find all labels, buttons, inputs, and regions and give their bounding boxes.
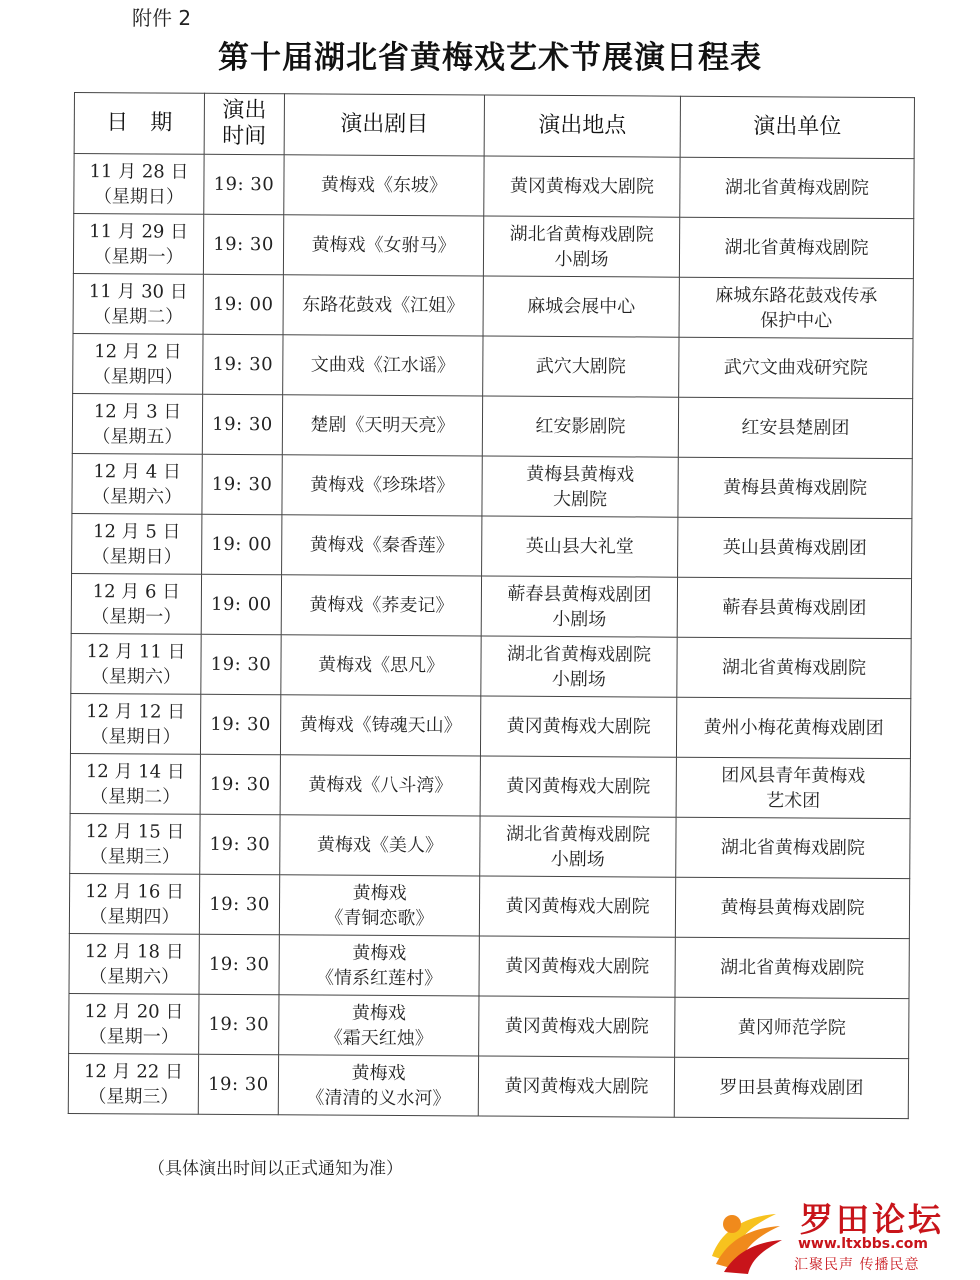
venue-cell [480,756,676,817]
date-text: 12 月 3 日 [93,400,182,423]
page-title: 第十届湖北省黄梅戏艺术节展演日程表 [218,40,762,76]
date-cell [71,633,201,694]
program-text: 东路花鼓戏《江姐》 [302,294,465,317]
table-row [69,873,909,938]
program-text: 《青铜恋歌》 [325,907,434,929]
date-text: 12 月 2 日 [94,340,182,363]
venue-text: 大剧院 [552,488,608,510]
program-cell [283,335,483,396]
date-cell [70,813,200,874]
date-text: 11 月 30 日 [88,280,188,303]
date-text: 11 月 28 日 [89,160,189,183]
header-date: 日 期 [74,93,204,155]
venue-text: 麻城会展中心 [527,295,636,318]
table-row [72,453,912,518]
weekday-text: （星期二） [90,785,181,808]
venue-cell [483,276,679,337]
schedule-table [68,92,915,1119]
program-cell [280,755,480,816]
unit-text: 红安县楚剧团 [741,417,850,439]
venue-text: 黄冈黄梅戏大剧院 [506,715,651,738]
date-cell [69,933,199,994]
program-text: 黄梅戏 [352,882,407,904]
program-cell [280,695,480,756]
program-text: 黄梅戏《八斗湾》 [308,774,453,797]
unit-text: 麻城东路花鼓戏传承 [715,284,878,307]
time-cell: 19: 30 [199,994,279,1054]
program-text: 黄梅戏《铸魂天山》 [299,714,462,737]
date-text: 12 月 12 日 [86,700,186,723]
weekday-text: （星期六） [91,485,183,508]
time-cell: 19: 00 [201,574,281,634]
weekday-text: （星期四） [89,905,180,928]
time-cell: 19: 30 [203,214,283,274]
weekday-text: （星期四） [92,365,183,388]
table-body [68,154,914,1119]
table-row [73,333,913,398]
unit-text: 武穴文曲戏研究院 [723,356,868,379]
unit-cell [678,457,912,518]
venue-text: 黄冈黄梅戏大剧院 [505,895,650,918]
weekday-text: （星期一） [88,1025,179,1048]
date-text: 12 月 18 日 [84,940,184,963]
table-row [69,993,909,1058]
venue-cell [479,996,675,1057]
unit-text: 保护中心 [760,309,833,332]
program-cell [282,395,482,456]
table-row [70,813,910,878]
weekday-text: （星期一） [91,605,182,628]
program-text: 《霜天红烛》 [324,1027,433,1049]
table-row [71,573,911,638]
venue-cell [482,396,678,457]
program-text: 黄梅戏《荞麦记》 [309,594,454,617]
venue-text: 黄冈黄梅戏大剧院 [506,775,651,798]
header-program: 演出剧目 [284,94,484,156]
table-header-row [74,93,914,159]
unit-text: 湖北省黄梅戏剧院 [720,836,865,859]
unit-cell [677,637,911,698]
unit-cell [676,817,910,878]
unit-cell [674,1057,908,1118]
unit-text: 艺术团 [766,789,821,812]
venue-text: 黄冈黄梅戏大剧院 [504,1015,649,1038]
forum-watermark [700,1192,975,1278]
unit-cell [678,397,912,458]
date-text: 12 月 6 日 [92,580,181,603]
unit-cell [675,877,909,938]
unit-cell [675,997,909,1058]
program-text: 黄梅戏 [352,942,407,964]
date-cell [70,753,200,814]
date-cell [69,993,199,1054]
program-cell [282,515,482,576]
weekday-text: （星期二） [93,305,184,328]
venue-text: 湖北省黄梅戏剧院 [507,643,652,666]
venue-cell [481,576,677,637]
date-cell [73,333,203,394]
weekday-text: （星期三） [88,1085,179,1108]
date-text: 12 月 14 日 [85,760,185,783]
program-cell [278,1055,478,1116]
venue-text: 小剧场 [550,848,605,870]
unit-cell [675,937,909,998]
date-cell [68,1053,198,1114]
venue-cell [478,1056,674,1117]
date-text: 12 月 11 日 [86,640,186,663]
weekday-text: （星期日） [93,185,184,208]
weekday-text: （星期日） [90,725,181,748]
date-cell [74,154,204,215]
venue-text: 黄冈黄梅戏大剧院 [504,1075,649,1098]
unit-text: 罗田县黄梅戏剧团 [719,1076,864,1099]
venue-cell [480,696,676,757]
unit-text: 蕲春县黄梅戏剧团 [722,596,867,619]
unit-text: 团风县青年黄梅戏 [721,764,866,787]
venue-text: 小剧场 [551,668,606,690]
table-row [72,513,912,578]
program-cell [279,875,479,936]
venue-text: 英山县大礼堂 [525,535,634,558]
time-cell: 19: 00 [202,514,282,574]
time-cell: 19: 30 [199,934,279,994]
time-cell: 19: 30 [199,874,279,934]
unit-cell [679,217,913,278]
venue-text: 黄冈黄梅戏大剧院 [509,175,654,198]
unit-text: 黄梅县黄梅戏剧院 [723,476,868,499]
header-time [204,93,284,154]
program-text: 《情系红莲村》 [316,966,443,989]
program-text: 黄梅戏 [351,1062,406,1084]
watermark-name: 罗田论坛 [800,1200,944,1239]
program-cell [283,215,483,276]
date-cell [73,214,203,275]
date-text: 12 月 4 日 [93,460,182,483]
date-text: 12 月 15 日 [85,820,185,843]
venue-cell [482,516,678,577]
unit-text: 黄州小梅花黄梅戏剧团 [703,716,884,739]
date-text: 11 月 29 日 [89,220,189,243]
venue-text: 蕲春县黄梅戏剧团 [507,583,652,606]
venue-text: 武穴大剧院 [535,355,626,378]
program-text: 黄梅戏《东坡》 [320,174,447,197]
time-cell: 19: 30 [203,334,283,394]
flame-logo-icon [702,1194,784,1276]
unit-cell [678,517,912,578]
venue-cell [479,876,675,937]
venue-text: 红安影剧院 [535,415,626,438]
program-cell [282,455,482,516]
weekday-text: （星期六） [90,665,181,688]
unit-cell [677,577,911,638]
table-row [71,633,911,698]
date-text: 12 月 20 日 [84,1000,184,1023]
watermark-url: www.ltxbbs.com [798,1236,928,1252]
table-row [72,393,912,458]
date-cell [69,873,199,934]
weekday-text: （星期六） [89,965,180,988]
date-cell [72,453,202,514]
venue-text: 湖北省黄梅戏剧院 [509,223,654,246]
venue-cell [480,816,676,877]
date-cell [70,693,200,754]
venue-text: 小剧场 [552,608,607,630]
program-cell [279,935,479,996]
header-time-line1: 演出 [222,97,267,124]
time-cell: 19: 30 [201,634,281,694]
program-text: 黄梅戏《秦香莲》 [309,534,454,557]
unit-text: 黄冈师范学院 [737,1017,846,1039]
unit-cell [676,697,910,758]
venue-cell [483,216,679,277]
date-text: 12 月 5 日 [92,520,181,543]
program-cell [283,275,483,336]
program-cell [280,815,480,876]
venue-text: 小剧场 [554,248,609,270]
unit-text: 湖北省黄梅戏剧院 [721,656,867,679]
program-text: 《清清的义水河》 [306,1086,451,1109]
footnote: （具体演出时间以正式通知为准） [148,1159,403,1179]
venue-cell [484,156,680,217]
weekday-text: （星期一） [93,245,184,268]
logo-sun [723,1215,741,1233]
program-text: 黄梅戏《思凡》 [317,654,445,677]
unit-text: 黄梅县黄梅戏剧院 [720,896,865,919]
time-cell: 19: 30 [200,754,280,814]
program-cell [281,635,481,696]
program-text: 黄梅戏《珍珠塔》 [310,474,455,497]
unit-text: 湖北省黄梅戏剧院 [724,236,869,259]
time-cell: 19: 30 [198,1054,278,1114]
program-text: 楚剧《天明天亮》 [310,414,455,437]
header-unit: 演出单位 [680,96,914,158]
weekday-text: （星期三） [89,845,180,868]
unit-cell [676,757,910,818]
unit-text: 湖北省黄梅戏剧院 [724,176,869,199]
date-text: 12 月 16 日 [85,880,185,903]
venue-cell [481,636,677,697]
attachment-label: 附件 2 [132,6,192,30]
venue-text: 黄冈黄梅戏大剧院 [505,955,650,978]
program-text: 黄梅戏 [351,1002,406,1024]
table-row [73,273,913,338]
date-cell [72,393,202,454]
time-cell: 19: 30 [204,154,284,214]
venue-cell [479,936,675,997]
program-text: 黄梅戏《女驸马》 [311,234,456,257]
unit-text: 湖北省黄梅戏剧院 [720,956,865,979]
table-row [68,1053,908,1118]
venue-cell [482,456,678,517]
time-cell: 19: 30 [200,694,280,754]
time-cell: 19: 00 [203,274,283,334]
program-text: 黄梅戏《美人》 [316,834,443,857]
program-cell [284,155,484,216]
date-cell [72,513,202,574]
unit-cell [679,337,913,398]
unit-cell [679,277,913,338]
venue-text: 湖北省黄梅戏剧院 [505,823,651,846]
program-text: 文曲戏《江水谣》 [310,354,455,377]
date-text: 12 月 22 日 [83,1060,184,1083]
venue-cell [483,336,679,397]
unit-cell [680,157,914,218]
table-row [70,753,910,818]
table-row [74,154,914,219]
weekday-text: （星期五） [92,425,183,448]
weekday-text: （星期日） [91,545,182,568]
date-cell [71,573,201,634]
program-cell [279,995,479,1056]
table-row [69,933,909,998]
unit-text: 英山县黄梅戏剧团 [722,536,867,559]
time-cell: 19: 30 [202,454,282,514]
time-cell: 19: 30 [200,814,280,874]
time-cell: 19: 30 [202,394,282,454]
date-cell [73,273,203,334]
header-time-line2: 时间 [222,123,267,150]
header-venue: 演出地点 [484,95,680,157]
table-row [73,214,913,279]
venue-text: 黄梅县黄梅戏 [526,463,635,485]
watermark-slogan: 汇聚民声 传播民意 [794,1257,920,1273]
program-cell [281,575,481,636]
table-row [70,693,910,758]
